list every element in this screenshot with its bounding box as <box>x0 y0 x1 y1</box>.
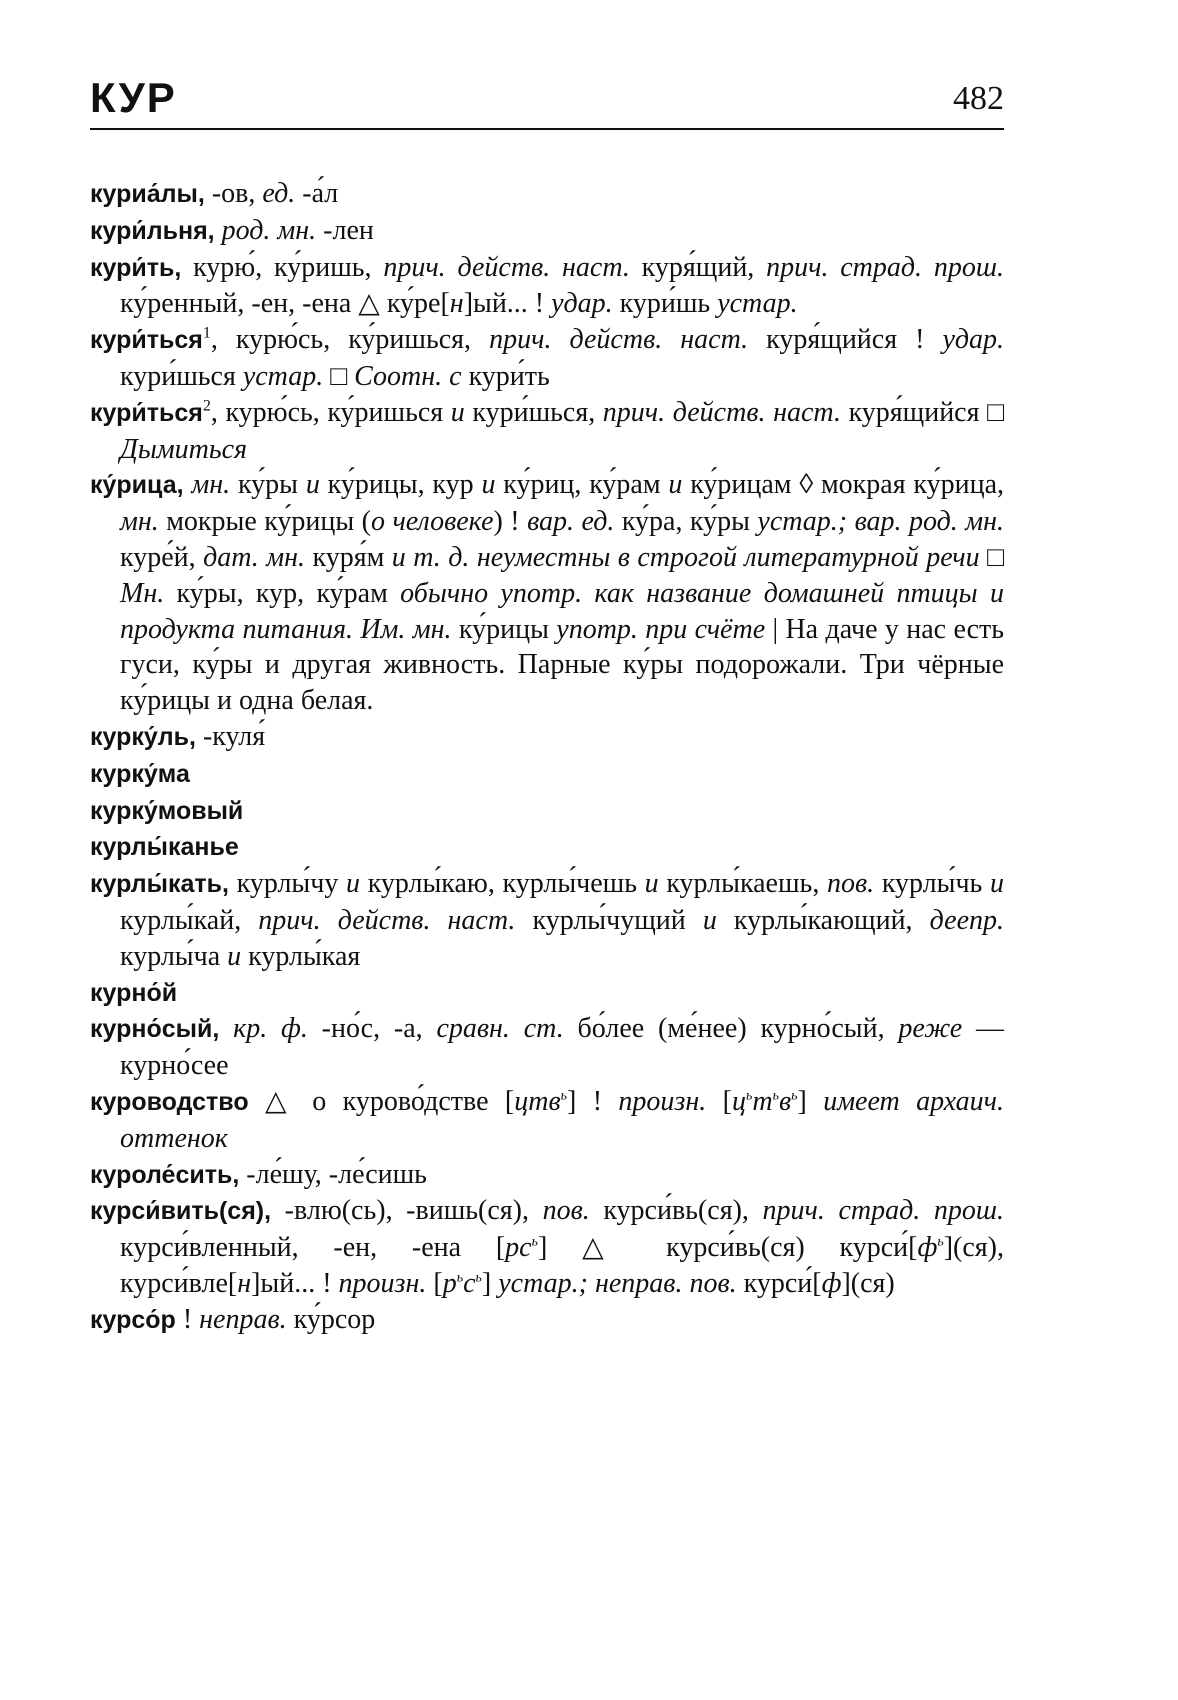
grammar-label: о человеке <box>371 506 494 538</box>
grammar-label: прич. страд. прош. <box>762 1195 1004 1227</box>
grammar-label: и <box>346 868 361 900</box>
entry-text: кури́ть <box>461 360 550 392</box>
grammar-label: и <box>668 469 683 501</box>
grammar-label: и <box>702 904 717 936</box>
headword: кури́ться <box>90 326 203 355</box>
grammar-label: пов. <box>827 868 875 900</box>
dictionary-entry <box>90 975 1004 1012</box>
headword: кури́ться <box>90 398 203 427</box>
entry-text: , курю́сь, ку́ришься, <box>210 324 490 356</box>
grammar-label: устар. <box>717 288 798 320</box>
grammar-label: ф <box>821 1267 842 1299</box>
entry-text: куря́щийся ! <box>748 324 943 356</box>
dictionary-entry <box>90 793 1004 830</box>
entry-text: мокрые ку́рицы ( <box>158 506 371 538</box>
entry-text: кури́шься, <box>464 396 603 428</box>
homonym-index: 1 <box>202 324 211 342</box>
entry-text: курлы́чь <box>874 868 990 900</box>
entry-text: бо́лее (ме́нее) курно́сый, <box>563 1013 899 1045</box>
entry-text: — курно́сее <box>120 1013 1004 1082</box>
grammar-label: пов. <box>542 1195 590 1227</box>
dictionary-entry <box>90 1193 1004 1301</box>
grammar-label: и <box>450 396 465 428</box>
entry-text: ) ! <box>493 506 528 538</box>
grammar-label: прич. действ. наст. <box>258 904 516 936</box>
entry-text: △ о курово́дстве [ <box>248 1085 515 1117</box>
entry-text: ] <box>481 1267 499 1299</box>
headword: курку́ма <box>90 759 190 788</box>
grammar-label: прич. действ. наст. <box>602 396 841 428</box>
entry-text: курси́вь(ся), <box>589 1195 763 1227</box>
grammar-label: р <box>442 1267 457 1299</box>
entry-text: курлы́чу <box>228 868 347 900</box>
dictionary-entry <box>90 719 1004 756</box>
grammar-label: прич. действ. наст. <box>489 324 749 356</box>
dictionary-entry <box>90 829 1004 866</box>
running-headword: КУР <box>90 74 177 121</box>
dictionary-entry <box>90 866 1004 974</box>
headword: курно́сый, <box>90 1015 220 1044</box>
entry-text: [ <box>706 1085 732 1117</box>
entry-text: ку́рицам ◊ мокрая ку́рица, <box>682 469 1005 501</box>
entry-text: кури́шься <box>120 360 243 392</box>
entry-text: ку́рицы, кур <box>319 469 482 501</box>
entry-text: -ле́шу, -ле́сишь <box>239 1158 427 1190</box>
entry-text: -влю(сь), -вишь(ся), <box>271 1195 543 1227</box>
grammar-label: ц <box>731 1085 746 1117</box>
entry-text: куря́м <box>305 541 392 573</box>
grammar-label: в <box>778 1085 792 1117</box>
grammar-label: Дымиться <box>120 433 248 465</box>
entry-text: ку́ренный, -ен, -ена △ ку́ре[ <box>120 288 450 320</box>
entry-text: , курю́сь, ку́ришься <box>210 396 451 428</box>
entry-text: ку́ры, кур, ку́рам <box>164 577 401 609</box>
grammar-label: устар. <box>242 360 324 392</box>
dictionary-entry <box>90 1302 1004 1339</box>
grammar-label: вар. род. мн. <box>847 506 1005 538</box>
softness-mark: ь <box>791 1088 798 1104</box>
grammar-label: прич. действ. наст. <box>383 251 630 283</box>
grammar-label: и т. д. неуместны в строгой литературной речи <box>391 541 980 573</box>
entry-text: ](ся) <box>841 1267 895 1299</box>
entry-text: ку́ры <box>230 469 306 501</box>
entry-text: курлы́кая <box>241 940 361 972</box>
headword: куриа́лы, <box>90 180 205 208</box>
softness-mark: ь <box>772 1088 779 1104</box>
headword: кури́льня, <box>90 216 215 245</box>
entry-text: -ов, <box>204 178 263 209</box>
entry-text: □ <box>979 541 1004 573</box>
grammar-label: Соотн. с <box>354 360 462 392</box>
dictionary-entry <box>90 1157 1004 1194</box>
softness-mark: ь <box>937 1234 944 1250</box>
grammar-label: устар.; <box>498 1267 588 1299</box>
dictionary-entries <box>90 176 1004 1339</box>
entry-text: ! <box>175 1303 200 1335</box>
entry-text: курси́вленный, -ен, -ена [ <box>120 1232 506 1264</box>
softness-mark: ь <box>745 1088 753 1104</box>
entry-text: [ <box>426 1267 443 1299</box>
entry-text: куре́й, <box>120 541 204 573</box>
grammar-label: и <box>481 469 496 501</box>
running-header <box>90 74 1004 130</box>
headword: кури́ть, <box>90 253 182 282</box>
entry-text: куря́щий, <box>629 251 767 283</box>
entry-text: ку́ра, ку́ры <box>614 506 758 538</box>
dictionary-entry <box>90 1011 1004 1084</box>
grammar-label: и <box>227 940 242 972</box>
entry-text: ку́риц, ку́рам <box>495 469 669 501</box>
grammar-label: и <box>644 868 659 900</box>
softness-mark: ь <box>531 1234 538 1250</box>
entry-text: куря́щийся □ <box>840 396 1004 428</box>
headword: курси́вить(ся), <box>90 1197 272 1226</box>
grammar-label: прич. страд. прош. <box>766 251 1004 283</box>
entry-text: □ <box>323 360 355 392</box>
entry-text: ] △ курси́вь(ся) курси́[ <box>537 1232 918 1264</box>
entry-text: курю́, ку́ришь, <box>181 251 384 283</box>
entry-text: курлы́ча <box>120 940 228 972</box>
grammar-label: ед. <box>262 178 296 209</box>
dictionary-entry <box>90 467 1004 719</box>
headword: курку́мовый <box>90 796 244 825</box>
grammar-label: род. мн. <box>214 214 317 246</box>
grammar-label: дат. мн. <box>203 541 306 573</box>
grammar-label: обычно употр. как название домашней птицы и продукта питания. Им. мн. <box>120 577 1004 645</box>
grammar-label: и <box>305 469 320 501</box>
grammar-label: произн. <box>338 1267 427 1299</box>
dictionary-entry <box>90 176 1004 213</box>
grammar-label: употр. при счёте <box>556 613 766 645</box>
entry-text: ] ! <box>566 1085 619 1117</box>
softness-mark: ь <box>456 1270 464 1286</box>
entry-text: ]ый... ! <box>251 1267 339 1299</box>
entry-text: -а́л <box>295 178 339 209</box>
entry-text: ] <box>797 1085 824 1117</box>
grammar-label: н <box>237 1267 252 1299</box>
headword: куроле́сить, <box>90 1160 240 1189</box>
entry-text: -куля́ <box>195 720 266 752</box>
grammar-label: имеет архаич. оттенок <box>120 1085 1005 1154</box>
grammar-label: т <box>752 1085 773 1117</box>
grammar-label: удар. <box>942 324 1004 356</box>
grammar-label: реже <box>898 1013 963 1045</box>
grammar-label: рс <box>505 1232 532 1264</box>
homonym-index: 2 <box>202 397 211 415</box>
grammar-label: цтв <box>514 1085 561 1117</box>
dictionary-entry <box>90 322 1004 395</box>
dictionary-entry <box>90 756 1004 793</box>
entry-text: курлы́кающий, <box>716 904 930 936</box>
grammar-label: неправ. <box>199 1303 287 1335</box>
grammar-label: деепр. <box>929 904 1005 936</box>
grammar-label: произн. <box>618 1085 707 1117</box>
entry-text: | На даче у нас есть гуси, ку́ры и другая живность. Парные ку́ры подорожали. Три чёрные ку́рицы и одна белая. <box>120 613 1004 717</box>
grammar-label: кр. ф. <box>219 1013 308 1045</box>
grammar-label: н <box>449 288 464 320</box>
entry-text: ку́рицы <box>451 613 557 645</box>
entry-text: курлы́каешь, <box>658 868 827 900</box>
grammar-label: и <box>989 868 1004 900</box>
entry-text: курлы́чущий <box>515 904 703 936</box>
dictionary-entry <box>90 395 1004 468</box>
grammar-label: удар. <box>551 288 613 320</box>
entry-text: курси́[ <box>736 1267 822 1299</box>
grammar-label: сравн. ст. <box>436 1013 564 1045</box>
dictionary-entry <box>90 213 1004 250</box>
entry-text: ]ый... ! <box>463 288 552 320</box>
grammar-label: устар.; <box>757 506 848 538</box>
headword: ку́рица, <box>90 471 184 500</box>
softness-mark: ь <box>475 1270 482 1286</box>
entry-text: курлы́каю, курлы́чешь <box>360 868 645 900</box>
dictionary-entry <box>90 1084 1004 1157</box>
entry-text: курлы́кай, <box>120 904 259 936</box>
page-number: 482 <box>953 80 1004 117</box>
softness-mark: ь <box>560 1088 567 1104</box>
headword: курлы́кать, <box>90 870 229 899</box>
entry-text: ку́рсор <box>286 1303 376 1335</box>
headword: курно́й <box>90 978 178 1007</box>
headword: курлы́канье <box>90 833 239 862</box>
entry-text: кури́шь <box>612 288 718 320</box>
grammar-label: вар. ед. <box>527 506 615 538</box>
entry-text: -но́с, -а, <box>307 1013 437 1045</box>
headword: курсо́р <box>90 1305 176 1334</box>
entry-text: ](ся), курси́вле[ <box>120 1232 1004 1299</box>
dictionary-entry <box>90 250 1004 323</box>
grammar-label: неправ. пов. <box>587 1267 737 1299</box>
grammar-label: Мн. <box>120 577 165 609</box>
grammar-label: мн. <box>120 506 159 538</box>
grammar-label: ф <box>917 1232 938 1264</box>
grammar-label: мн. <box>183 469 231 501</box>
grammar-label: с <box>463 1267 476 1299</box>
headword: куроводство <box>90 1087 249 1116</box>
headword: курку́ль, <box>90 722 196 751</box>
entry-text: -лен <box>316 214 374 246</box>
